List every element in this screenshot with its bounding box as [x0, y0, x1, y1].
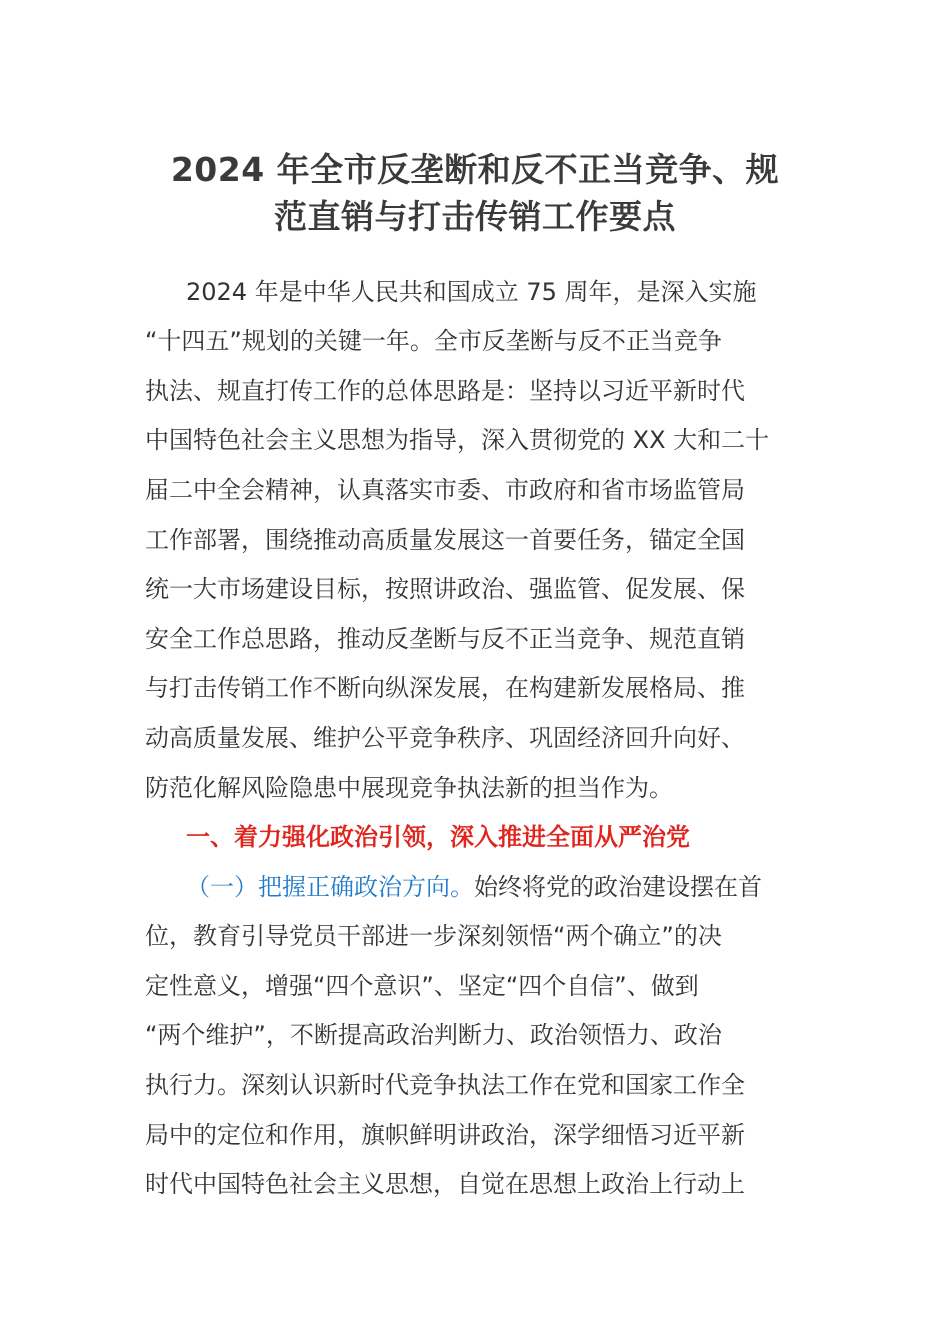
- intro-paragraph-line: 执法、规直打传工作的总体思路是：坚持以习近平新时代: [145, 377, 745, 405]
- intro-paragraph-line: 动高质量发展、维护公平竞争秩序、巩固经济回升向好、: [145, 724, 745, 752]
- subsection-paragraph-line: 局中的定位和作用，旗帜鲜明讲政治，深学细悟习近平新: [145, 1121, 745, 1149]
- intro-paragraph-line: 安全工作总思路，推动反垄断与反不正当竞争、规范直销: [145, 625, 745, 653]
- subsection-paragraph-line: 定性意义，增强“四个意识”、坚定“四个自信”、做到: [145, 972, 699, 1000]
- intro-paragraph-line: 防范化解风险隐患中展现竞争执法新的担当作为。: [145, 774, 673, 802]
- intro-paragraph-line: 与打击传销工作不断向纵深发展，在构建新发展格局、推: [145, 674, 745, 702]
- intro-paragraph-line: 统一大市场建设目标，按照讲政治、强监管、促发展、保: [145, 575, 745, 603]
- subsection-first-line: [186, 875, 851, 899]
- intro-paragraph-line: 2024 年是中华人民共和国成立 75 周年，是深入实施: [186, 278, 757, 306]
- subsection-paragraph-line: 执行力。深刻认识新时代竞争执法工作在党和国家工作全: [145, 1071, 745, 1099]
- subsection-heading: （一）把握正确政治方向。: [186, 873, 474, 901]
- document-title-line-1: 2024 年全市反垄断和反不正当竞争、规: [170, 150, 780, 189]
- subsection-paragraph-line: 位，教育引导党员干部进一步深刻领悟“两个确立”的决: [145, 922, 722, 950]
- subsection-first-line-text: 始终将党的政治建设摆在首: [474, 873, 762, 901]
- document-title-line-2: 范直销与打击传销工作要点: [274, 197, 676, 236]
- intro-paragraph-line: 届二中全会精神，认真落实市委、市政府和省市场监管局: [145, 476, 745, 504]
- subsection-paragraph-line: “两个维护”，不断提高政治判断力、政治领悟力、政治: [145, 1021, 722, 1049]
- intro-paragraph-line: “十四五”规划的关键一年。全市反垄断与反不正当竞争: [145, 327, 722, 355]
- intro-paragraph-line: 工作部署，围绕推动高质量发展这一首要任务，锚定全国: [145, 526, 745, 554]
- section-heading: 一、着力强化政治引领，深入推进全面从严治党: [186, 823, 690, 851]
- subsection-paragraph-line: 时代中国特色社会主义思想，自觉在思想上政治上行动上: [145, 1170, 745, 1198]
- intro-paragraph-line: 中国特色社会主义思想为指导，深入贯彻党的 XX 大和二十: [145, 426, 770, 454]
